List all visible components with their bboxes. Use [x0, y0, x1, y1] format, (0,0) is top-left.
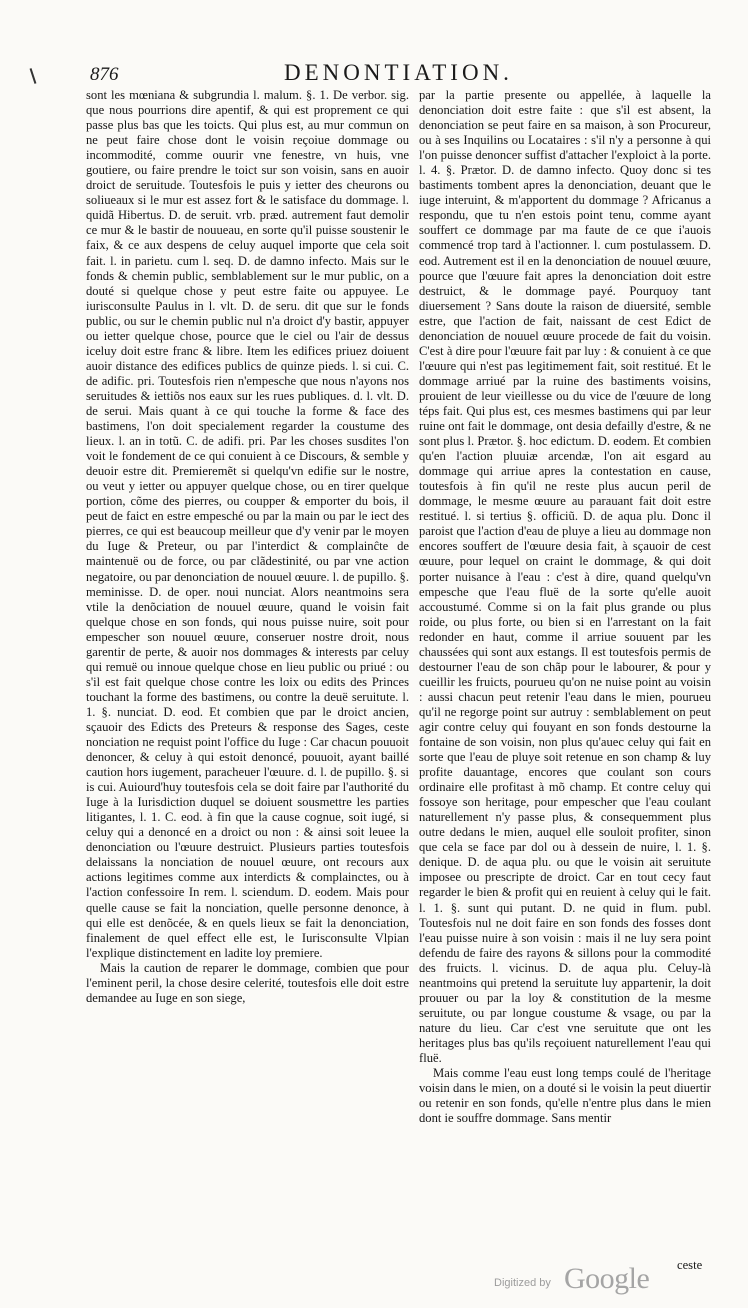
digitized-by-label: Digitized by — [494, 1277, 551, 1289]
right-column — [419, 88, 711, 1126]
left-paragraph: sont les mœniana & subgrundia l. malum. §. 1. De verbor. sig. que nous pourrions dire apentif, & qui est proprement ce qui passe plus bas que les toicts. Qui plus est, au mur commun on ne peut faire chose dont le voisin reçoiue dommage ou incommodité, comme ouurir vne fenestre, vn huis, vne goutiere, ou faire prendre le toict sur son voisin, sans en auoir droict de seruitude. Toutesfois le puis y ietter des cheurons ou soliueaux si le mur est assez fort & le satisface du dommage. l. quidã Hibertus. D. de seruit. vrb. præd. autrement faut demolir ce mur & le bastir de nouueau, en sorte qu'il puisse soustenir le faix, & ce aux despens de celuy auquel importe que cela soit fait. l. in parietu. cum l. seq. D. de damno infecto. Mais sur le fonds & chemin public, semblablement sur le mur public, on a douté si quelque chose y peut estre faite ou appuyee. Le iurisconsulte Paulus in l. vlt. D. de seru. dit que sur le fonds public, ou sur le chemin public nul n'a droict d'y bastir, appuyer ou ietter quelque chose, pource que le ciel ou l'air de dessus iceluy doit estre franc & libre. Item les edifices priuez doiuent auoir distance des edifices publics de quinze pieds. l. si cui. C. de adific. pri. Toutesfois rien n'empesche que nous n'ayons nos seruitudes & iettiõs nos eaux sur les rues publiques. d. l. vlt. D. de serui. Mais quant à ce qui touche la forme & face des bastimens, l'on doit specialement regarder la coustume des lieux. l. an in totũ. C. de adifi. pri. Par les choses susdites l'on voit le fondement de ce qui conuient à ce Discours, & semble y deuoir estre dit. Premieremẽt si quelqu'vn edifie sur le nostre, ou veut y ietter ou appuyer quelque chose, ou en tirer quelque portion, cõme des pierres, ou coupper & emporter du bois, il peut de faict en estre empesché ou par la main ou par le iect des pierres, ce qui est beaucoup meilleur que d'y venir par le moyen du Iuge & Preteur, ou par l'interdict & complainĉte de maintenuë ou de force, ou par clãdestinité, ou par vne action negatoire, ou par denonciation de nouuel œuure. l. de pupillo. §. meminisse. D. de oper. noui nunciat. Alors neantmoins sera vtile la denõciation de nouuel œuure, quand le voisin fait quelque chose en son fonds, qui nous puisse nuire, soit pour empescher son nouuel œuure, conseruer nostre droit, nous garentir de perte, & auoir nos dommages & interests par celuy qui remuë ou innoue quelque chose en lieu public ou priué : ou s'il est fait quelque chose contre les loix ou edits des Princes touchant la forme des bastimens, ou contre la deuë seruitute. l. 1. §. nunciat. D. eod. Et combien que par le droict ancien, sçauoir des Edicts des Preteurs & response des Sages, ceste nonciation ne requist point l'office du Iuge : Car chacun pouuoit denoncer, & celuy à qui estoit denoncé, pouuoit, ayant baillé caution hors iugement, paracheuer l'œuure. d. l. de pupillo. §. si is cui. Auiourd'huy toutesfois cela se doit faire par l'authorité du Iuge à la Iurisdiction duquel se doiuent sousmettre les parties litigantes, l. 1. C. eod. à fin que la cause cognue, soit iugé, si celuy qui a denoncé en a droict ou non : & ainsi soit leuee la denonciation ou l'œuure destruict. Plusieurs parties toutesfois delaissans la nonciation de nouuel œuure, ont recours aux actions legitimes comme aux interdicts & complainctes, ou à l'action confessoire In rem. l. sciendum. D. eodem. Mais pour quelle cause se fait la nonciation, quelle personne denonce, à qui elle est denõcée, & en quels lieux se fait la denonciation, finalement de quel effect elle est, le Iurisconsulte Vlpian l'explique distinctement en ladite loy premiere. — [86, 88, 409, 960]
right-paragraph: Mais comme l'eau eust long temps coulé de l'heritage voisin dans le mien, on a douté si le voisin la peut diuertir ou retenir en son fonds, qu'elle n'entre plus dans le mien dont ie souffre dommage. Sans mentir — [419, 1066, 711, 1126]
catchword: ceste — [677, 1258, 703, 1272]
running-head: DENONTIATION. — [284, 60, 513, 85]
page-number: 876 — [90, 64, 119, 85]
digitized-watermark — [494, 1262, 694, 1298]
google-logo: Google — [564, 1262, 650, 1295]
margin-mark — [30, 68, 37, 84]
left-column — [86, 88, 409, 1006]
left-paragraph: Mais la caution de reparer le dommage, combien que pour l'eminent peril, la chose desire celerité, toutesfois elle doit estre demandee au Iuge en son siege, — [86, 960, 409, 1005]
right-paragraph: par la partie presente ou appellée, à laquelle la denonciation doit estre faite : que s'il est absent, la denonciation se peut faire en sa maison, à son Procureur, ou à ses Inquilins ou Locataires : s'il n'y a personne à qui l'on puisse denoncer suffist d'attacher l'exploict à la porte. l. 4. §. Prætor. D. de damno infecto. Quoy donc si tes bastiments tombent apres la denonciation, deuant que le iuge interuint, & m'apportent du dommage ? Africanus a respondu, que tu n'en estois point tenu, comme ayant souffert ce dommage par ma faute de ce que i'auois commencé trop tard à l'actionner. l. cum postulassem. D. eod. Autrement est il en la denonciation de nouuel œuure, pource que l'œuure fait apres la denonciation doit estre destruict, & le dommage payé. Pourquoy tant diuersement ? Sans doute la raison de diuersité, semble estre, que l'action de fait, naissant de cest Edict de denonciation de nouuel œuure procede de fait du voisin. C'est à dire pour l'œuure fait par luy : & conuient à ce que l'œuure qui n'est pas legitimement fait, soit restitué. Et le dommage arriué par la ruine des bastiments voisins, prouient de leur vieillesse ou du vice de l'œuure de long téps fait. Qui plus est, ces mesmes bastimens qui par leur ruine ont fait le dommage, ont desia defailly d'estre, & ne sont plus l. Prætor. §. hoc edictum. D. eodem. Et combien qu'en l'action pluuiæ arcendæ, l'on ait esgard au dommage qui arriue apres la contestation en cause, toutesfois à fin qu'il ne reste plus aucun peril de dommage, le mesme œuure au parauant fait doit estre restitué. l. si tertius §. officiũ. D. de aqua plu. Donc il paroist que l'action d'eau de pluye a lieu au dommage non encores souffert de l'œuure desia fait, à sçauoir de cest œuure, pour lequel on craint le dommage, & qui doit porter nuisance à l'eau : c'est à dire, quand quelqu'vn empesche que l'eau fluë de la sorte qu'elle auoit accoustumé. Comme si on la fait plus grande ou plus roide, ou plus forte, ou bien si en l'arrestant on la fait redonder en haut, comme il arriue souuent par les chaussées qui sont aux estangs. Il est toutesfois permis de destourner l'eau de son chãp pour le labourer, & pour y cueillir les fruicts, pourueu qu'on ne nuise point au voisin : aussi chacun peut retenir l'eau dans le mien, pourueu qu'il ne regorge point sur autruy : semblablement on peut agir contre celuy qui fouyant en son fonds destourne la fontaine de son voisin, non plus qu'auec celuy qui fait en sorte que l'eau de pluye soit retenue en son champ & luy profite dauantage, encores que coulant son cours ordinaire elle profitast à mõ champ. Et contre celuy qui fossoye son heritage, pour empescher que l'eau coulant naturellement n'y passe plus, & consequemment plus outre dedans le mien, auquel elle souloit profiter, sinon que cela se face par dol ou à dessein de nuire, l. 1. §. denique. D. de aqua plu. ou que le voisin ait seruitute imposee ou prescripte de droict. Car en tout cecy faut regarder le bien & profit qui en reuient à celuy qui le fait. l. 1. §. sunt qui putant. D. ne quid in flum. publ. Toutesfois nul ne doit faire en son fonds des fosses dont l'eau puisse nuire à son voisin : mais il ne luy sera point defendu de faire des rayons & sillons pour la commodité des fruicts. l. vicinus. D. de aqua plu. Celuy-là neantmoins qui pretend la seruitute luy appartenir, la doit prouuer ou par la loy & constitution de la mesme seruitute, ou par longue coustume & vsage, ou par la nature du lieu. Car c'est vne seruitute que ont les heritages plus bas qu'ils reçoiuent naturellement l'eau qui fluë. — [419, 88, 711, 1065]
page-header — [84, 60, 694, 90]
